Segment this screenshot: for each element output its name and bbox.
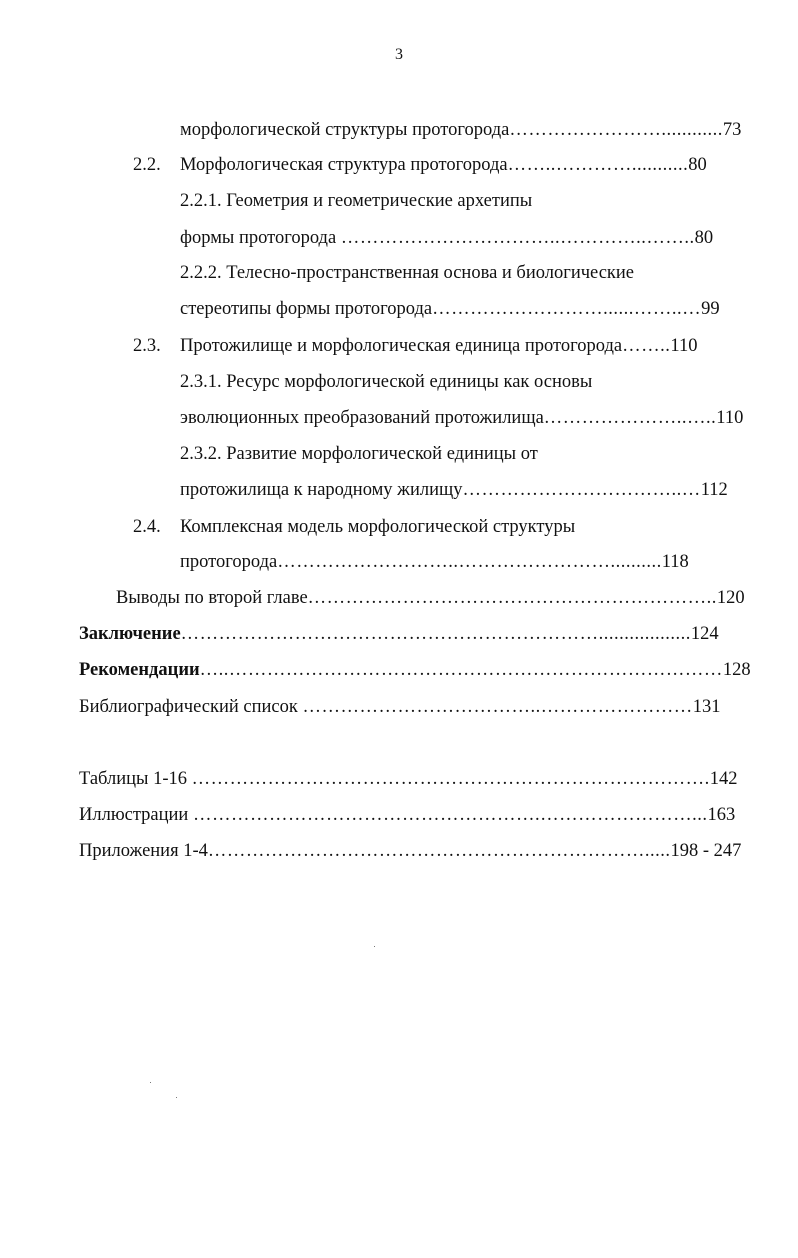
toc-entry-appendices[interactable]: [79, 838, 741, 864]
toc-entry-conclusion[interactable]: [79, 621, 719, 647]
toc-entry-title: стереотипы формы протогорода: [180, 299, 433, 319]
toc-entry-title: Приложения 1-4: [79, 841, 208, 861]
toc-entry-bibliography[interactable]: [79, 694, 720, 720]
toc-leader-dots: …………………..…..: [543, 408, 717, 428]
toc-leader-dots: ……………………............: [509, 120, 723, 140]
toc-entry-title: 2.2.2. Телесно-пространственная основа и биологические: [180, 263, 635, 283]
scan-speck: [150, 1082, 151, 1083]
toc-entry-section-2-3-2-heading[interactable]: [180, 441, 538, 467]
toc-entry-title: протожилища к народному жилищу: [180, 480, 463, 500]
toc-entry-title: Выводы по второй главе: [116, 588, 308, 608]
toc-page-number: 110: [716, 408, 744, 428]
toc-entry-section-2-3-1[interactable]: [180, 405, 743, 431]
toc-entry-morph-structure-cont[interactable]: [180, 117, 741, 143]
section-number: 2.2.: [133, 155, 161, 175]
toc-entry-title: протогорода: [180, 552, 278, 572]
toc-page-number: 80: [694, 228, 714, 248]
toc-entry-title: морфологической структуры протогорода: [180, 120, 510, 140]
toc-entry-section-2-3[interactable]: [180, 333, 697, 359]
toc-entry-title: Протожилище и морфологическая единица протогорода: [180, 336, 623, 356]
toc-leader-dots: ……..: [622, 336, 671, 356]
toc-leader-dots: ………………………......……..…: [432, 299, 702, 319]
toc-entry-section-2-2-1[interactable]: [180, 225, 713, 251]
toc-leader-dots: …………………………………………………………….....: [207, 841, 671, 861]
toc-entry-section-2-3-2[interactable]: [180, 477, 728, 503]
toc-entry-conclusions-ch2[interactable]: [116, 585, 745, 611]
toc-entry-section-2-4-heading[interactable]: [180, 514, 575, 540]
toc-leader-dots: ……..…………...........: [507, 155, 689, 175]
toc-entry-title: Таблицы 1-16: [79, 769, 192, 789]
toc-leader-dots: ……………………………………………………………………….: [191, 769, 710, 789]
toc-entry-section-2-2-2[interactable]: [180, 296, 720, 322]
toc-entry-title: 2.2.1. Геометрия и геометрические архетипы: [180, 191, 533, 211]
scan-speck: [176, 1097, 177, 1098]
toc-entry-title: 2.3.1. Ресурс морфологической единицы как основы: [180, 372, 593, 392]
toc-page-number: 198 - 247: [670, 841, 742, 861]
page-number: 3: [395, 46, 403, 63]
toc-entry-title: Библиографический список: [79, 697, 303, 717]
toc-page-number: 99: [701, 299, 720, 319]
toc-entry-illustrations[interactable]: [79, 802, 735, 828]
toc-page-number: 73: [722, 120, 742, 140]
toc-entry-section-2-4[interactable]: [180, 549, 689, 575]
toc-entry-section-2-2[interactable]: [180, 152, 707, 178]
toc-entry-section-2-2-2-heading[interactable]: [180, 260, 634, 286]
toc-page-number: 131: [692, 697, 721, 717]
toc-leader-dots: ………………………………..……………………: [302, 697, 693, 717]
toc-entry-section-2-3-1-heading[interactable]: [180, 369, 592, 395]
toc-page-number: 118: [661, 552, 689, 572]
toc-entry-tables[interactable]: [79, 766, 738, 792]
toc-entry-section-2-2-1-heading[interactable]: [180, 188, 532, 214]
toc-entry-title: Заключение: [79, 624, 181, 644]
toc-leader-dots: …..……………………………………………………………………: [199, 660, 723, 680]
toc-page-number: 163: [707, 805, 736, 825]
toc-entry-title: Комплексная модель морфологической структуры: [180, 517, 576, 537]
toc-page-number: 124: [690, 624, 719, 644]
toc-leader-dots: ……………………………..…: [462, 480, 701, 500]
section-number: 2.3.: [133, 336, 161, 356]
toc-page-number: 112: [700, 480, 728, 500]
toc-page-number: 128: [722, 660, 751, 680]
toc-page-number: 142: [709, 769, 738, 789]
toc-leader-dots: ……………………………..…………..……..: [340, 228, 695, 248]
toc-entry-title: эволюционных преобразований протожилища: [180, 408, 544, 428]
toc-entry-title: 2.3.2. Развитие морфологической единицы от: [180, 444, 538, 464]
toc-leader-dots: …………………………………………………………..................: [180, 624, 691, 644]
toc-leader-dots: ………………………………………………………..: [307, 588, 717, 608]
toc-page-number: 120: [716, 588, 745, 608]
toc-entry-title: Иллюстрации: [79, 805, 193, 825]
toc-entry-title: Морфологическая структура протогорода: [180, 155, 508, 175]
toc-entry-title: формы протогорода: [180, 228, 341, 248]
toc-leader-dots: ………………………..……………………..........: [277, 552, 662, 572]
toc-page-number: 80: [688, 155, 707, 175]
toc-page-number: 110: [670, 336, 698, 356]
scan-speck: [374, 946, 375, 947]
section-number: 2.4.: [133, 517, 161, 537]
toc-entry-recommendations[interactable]: [79, 657, 751, 683]
toc-entry-title: Рекомендации: [79, 660, 200, 680]
toc-leader-dots: ……………………………………………….……………………...: [192, 805, 708, 825]
